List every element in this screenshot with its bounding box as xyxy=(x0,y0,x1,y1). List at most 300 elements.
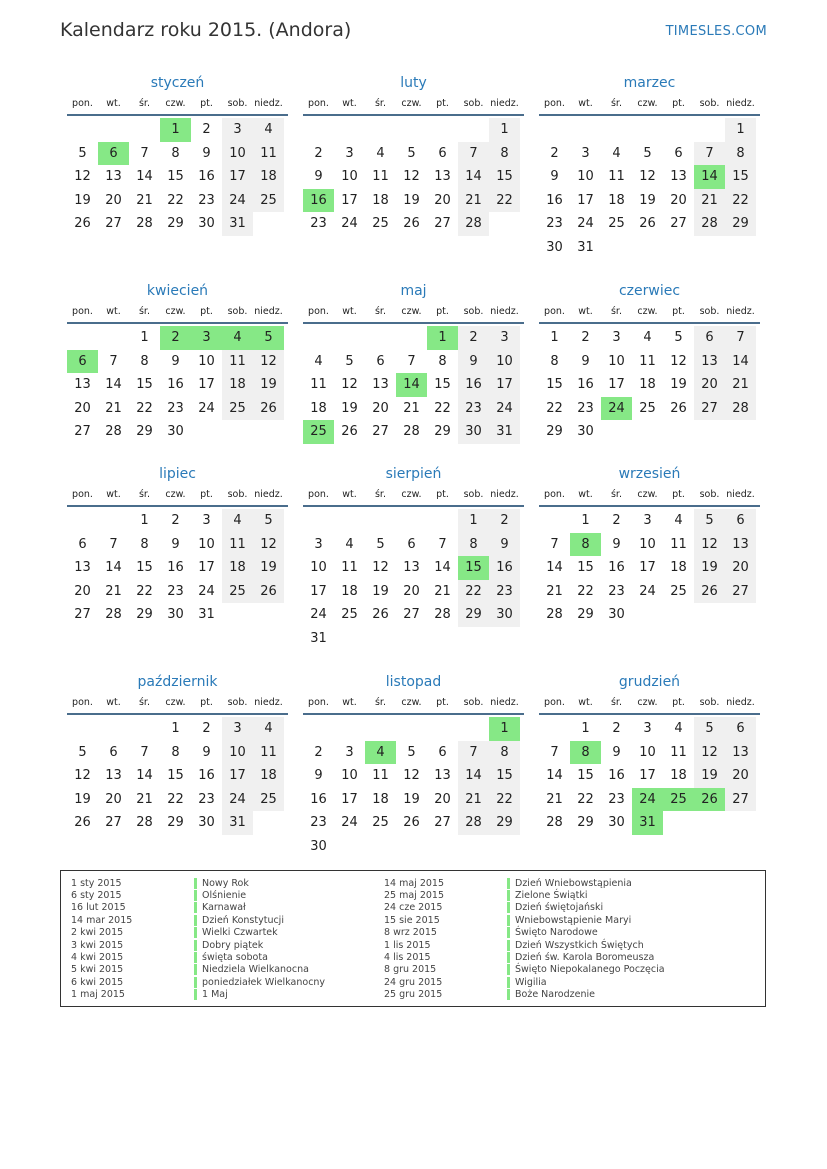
legend-date: 15 sie 2015 xyxy=(384,914,440,926)
weekday-label: czw. xyxy=(401,98,422,109)
day-cell: 14 xyxy=(546,560,563,575)
month-name: lipiec xyxy=(159,466,196,482)
day-cell: 21 xyxy=(694,189,725,213)
day-cell: 22 xyxy=(136,583,153,599)
day-cell: 23 xyxy=(577,400,594,416)
legend-date: 1 sty 2015 xyxy=(71,877,122,889)
week-row xyxy=(67,142,288,166)
day-cell: 11 xyxy=(639,353,656,369)
day-cell: 24 xyxy=(310,607,327,622)
week-row xyxy=(303,627,524,651)
day-cell: 22 xyxy=(577,791,594,807)
empty-day-cell xyxy=(334,326,365,350)
month-name: styczeń xyxy=(150,75,205,91)
day-cell: 30 xyxy=(198,216,215,231)
weekday-label: pt. xyxy=(436,306,449,317)
day-cell: 14 xyxy=(458,764,489,788)
weekday-label: pt. xyxy=(672,306,685,317)
month-days xyxy=(67,507,288,627)
day-cell: 10 xyxy=(639,744,656,760)
legend-date: 25 gru 2015 xyxy=(384,989,443,1001)
day-cell: 10 xyxy=(639,536,656,552)
day-cell: 15 xyxy=(577,560,594,575)
weekday-label: wt. xyxy=(106,697,121,708)
day-cell: 29 xyxy=(434,424,451,439)
empty-day-cell xyxy=(334,717,365,741)
day-cell: 1 xyxy=(140,330,149,345)
legend-date: 14 maj 2015 xyxy=(384,877,445,889)
week-row xyxy=(539,811,760,835)
day-cell: 9 xyxy=(581,353,590,369)
day-cell: 12 xyxy=(341,377,358,392)
day-cell: 17 xyxy=(639,768,656,783)
day-cell: 22 xyxy=(167,791,184,807)
day-cell: 27 xyxy=(670,216,687,231)
weekday-label: pon. xyxy=(72,306,93,317)
week-row xyxy=(303,142,524,166)
day-cell: 10 xyxy=(222,741,253,765)
legend-entry xyxy=(71,964,325,976)
weekday-label: sob. xyxy=(699,697,720,708)
day-cell: 16 xyxy=(577,377,594,392)
weekday-label: czw. xyxy=(637,306,658,317)
week-row xyxy=(303,212,524,236)
day-cell: 19 xyxy=(403,192,420,208)
day-cell: 21 xyxy=(434,583,451,599)
weekday-label: niedz. xyxy=(254,489,283,500)
holiday-day-cell: 6 xyxy=(67,350,98,374)
day-cell: 3 xyxy=(643,513,652,528)
day-cell: 5 xyxy=(694,509,725,533)
weekday-label: niedz. xyxy=(726,98,755,109)
week-row xyxy=(303,350,524,374)
day-cell: 13 xyxy=(105,768,122,783)
day-cell: 4 xyxy=(222,509,253,533)
weekday-label: niedz. xyxy=(254,697,283,708)
weekday-label: śr. xyxy=(610,697,622,708)
day-cell: 4 xyxy=(253,118,284,142)
day-cell: 30 xyxy=(167,424,184,439)
legend-entry xyxy=(384,889,665,901)
week-row xyxy=(303,580,524,604)
day-cell: 8 xyxy=(489,741,520,765)
weekday-label: wt. xyxy=(106,98,121,109)
day-cell: 18 xyxy=(253,764,284,788)
day-cell: 3 xyxy=(643,721,652,736)
day-cell: 21 xyxy=(136,791,153,807)
holiday-day-cell: 1 xyxy=(160,118,191,142)
legend-holiday-name: Święto Niepokalanego Poczęcia xyxy=(515,964,665,976)
weekday-label: pon. xyxy=(544,697,565,708)
empty-day-cell xyxy=(458,835,489,859)
day-cell: 25 xyxy=(670,583,687,599)
week-row xyxy=(303,811,524,835)
weekday-label: sob. xyxy=(699,98,720,109)
holiday-marker-icon xyxy=(507,952,510,963)
empty-day-cell xyxy=(539,717,570,741)
day-cell: 25 xyxy=(608,216,625,231)
legend-entry xyxy=(71,889,325,901)
month-name: październik xyxy=(137,674,218,690)
day-cell: 1 xyxy=(458,509,489,533)
holiday-marker-icon xyxy=(507,964,510,975)
legend-date: 2 kwi 2015 xyxy=(71,927,124,939)
month-block xyxy=(303,278,524,444)
day-cell: 28 xyxy=(403,424,420,439)
day-cell: 6 xyxy=(694,326,725,350)
holiday-marker-icon xyxy=(507,927,510,938)
day-cell: 15 xyxy=(546,377,563,392)
empty-day-cell xyxy=(129,118,160,142)
day-cell: 29 xyxy=(577,815,594,830)
month-block xyxy=(67,669,288,835)
day-cell: 14 xyxy=(136,169,153,184)
day-cell: 5 xyxy=(78,145,87,161)
day-cell: 2 xyxy=(581,330,590,345)
day-cell: 12 xyxy=(403,169,420,184)
weekday-label: śr. xyxy=(374,98,386,109)
week-row xyxy=(539,420,760,444)
day-cell: 30 xyxy=(198,815,215,830)
legend-entry xyxy=(71,989,325,1001)
legend-date: 25 maj 2015 xyxy=(384,890,445,902)
holiday-day-cell: 1 xyxy=(489,717,520,741)
day-cell: 19 xyxy=(694,764,725,788)
day-cell: 23 xyxy=(608,583,625,599)
week-row xyxy=(303,717,524,741)
empty-day-cell xyxy=(98,509,129,533)
holiday-day-cell: 14 xyxy=(694,165,725,189)
day-cell: 13 xyxy=(74,560,91,575)
day-cell: 24 xyxy=(341,216,358,231)
weekday-label: wt. xyxy=(342,697,357,708)
day-cell: 8 xyxy=(725,142,756,166)
day-cell: 11 xyxy=(372,169,389,184)
day-cell: 14 xyxy=(546,768,563,783)
weekday-label: wt. xyxy=(342,306,357,317)
day-cell: 30 xyxy=(458,420,489,444)
weekday-label: śr. xyxy=(610,489,622,500)
holiday-day-cell: 1 xyxy=(427,326,458,350)
day-cell: 2 xyxy=(202,122,211,137)
weekday-header xyxy=(67,487,288,507)
empty-day-cell xyxy=(98,118,129,142)
week-row xyxy=(303,373,524,397)
day-cell: 18 xyxy=(372,192,389,208)
day-cell: 18 xyxy=(608,192,625,208)
day-cell: 29 xyxy=(167,815,184,830)
empty-day-cell xyxy=(694,236,725,260)
weekday-label: pon. xyxy=(544,98,565,109)
day-cell: 17 xyxy=(577,192,594,208)
empty-day-cell xyxy=(334,509,365,533)
day-cell: 11 xyxy=(372,768,389,783)
weekday-label: pt. xyxy=(200,98,213,109)
day-cell: 16 xyxy=(310,791,327,807)
day-cell: 26 xyxy=(403,815,420,830)
holiday-marker-icon xyxy=(194,927,197,938)
month-block xyxy=(539,669,760,835)
day-cell: 4 xyxy=(674,513,683,528)
brand-link[interactable]: TIMESLES.COM xyxy=(665,24,767,39)
day-cell: 3 xyxy=(202,513,211,528)
day-cell: 30 xyxy=(608,815,625,830)
weekday-header xyxy=(67,304,288,324)
day-cell: 2 xyxy=(489,509,520,533)
day-cell: 16 xyxy=(167,377,184,392)
day-cell: 9 xyxy=(489,533,520,557)
week-row xyxy=(303,397,524,421)
week-row xyxy=(303,189,524,213)
day-cell: 10 xyxy=(608,353,625,369)
holiday-day-cell: 24 xyxy=(601,397,632,421)
weekday-label: wt. xyxy=(578,489,593,500)
holiday-marker-icon xyxy=(507,940,510,951)
day-cell: 17 xyxy=(341,791,358,807)
legend-date: 5 kwi 2015 xyxy=(71,964,124,976)
day-cell: 24 xyxy=(198,400,215,416)
legend-entry xyxy=(384,951,665,963)
day-cell: 8 xyxy=(489,142,520,166)
day-cell: 22 xyxy=(725,189,756,213)
holiday-day-cell: 8 xyxy=(570,533,601,557)
week-row xyxy=(67,212,288,236)
day-cell: 26 xyxy=(253,397,284,421)
day-cell: 21 xyxy=(546,791,563,807)
empty-day-cell xyxy=(396,717,427,741)
day-cell: 27 xyxy=(434,216,451,231)
day-cell: 6 xyxy=(376,353,385,369)
day-cell: 4 xyxy=(314,353,323,369)
day-cell: 17 xyxy=(608,377,625,392)
day-cell: 19 xyxy=(253,556,284,580)
day-cell: 16 xyxy=(198,169,215,184)
weekday-label: wt. xyxy=(578,697,593,708)
day-cell: 20 xyxy=(74,583,91,599)
day-cell: 27 xyxy=(372,424,389,439)
empty-day-cell xyxy=(67,326,98,350)
empty-day-cell xyxy=(98,326,129,350)
day-cell: 16 xyxy=(458,373,489,397)
holiday-marker-icon xyxy=(194,977,197,988)
day-cell: 26 xyxy=(74,216,91,231)
day-cell: 31 xyxy=(198,607,215,622)
day-cell: 22 xyxy=(136,400,153,416)
day-cell: 21 xyxy=(458,189,489,213)
day-cell: 5 xyxy=(694,717,725,741)
week-row xyxy=(539,603,760,627)
empty-day-cell xyxy=(663,811,694,835)
day-cell: 25 xyxy=(372,815,389,830)
day-cell: 10 xyxy=(310,560,327,575)
day-cell: 22 xyxy=(458,580,489,604)
day-cell: 18 xyxy=(341,583,358,599)
day-cell: 28 xyxy=(105,607,122,622)
weekday-header xyxy=(539,695,760,715)
week-row xyxy=(67,580,288,604)
day-cell: 7 xyxy=(458,741,489,765)
day-cell: 12 xyxy=(694,741,725,765)
day-cell: 13 xyxy=(434,169,451,184)
day-cell: 20 xyxy=(434,192,451,208)
weekday-label: niedz. xyxy=(726,306,755,317)
holiday-day-cell: 5 xyxy=(253,326,284,350)
day-cell: 9 xyxy=(550,169,559,184)
month-block xyxy=(303,461,524,650)
legend-column-right xyxy=(384,877,665,1001)
weekday-header xyxy=(539,487,760,507)
day-cell: 25 xyxy=(341,607,358,622)
day-cell: 8 xyxy=(171,145,180,161)
day-cell: 20 xyxy=(74,400,91,416)
day-cell: 9 xyxy=(612,744,621,760)
month-name: wrzesień xyxy=(618,466,681,482)
week-row xyxy=(303,326,524,350)
empty-day-cell xyxy=(458,717,489,741)
week-row xyxy=(539,189,760,213)
day-cell: 24 xyxy=(198,583,215,599)
week-row xyxy=(303,741,524,765)
day-cell: 1 xyxy=(550,330,559,345)
holiday-marker-icon xyxy=(194,989,197,1000)
day-cell: 8 xyxy=(140,353,149,369)
month-name: marzec xyxy=(623,75,676,91)
month-block xyxy=(539,461,760,627)
day-cell: 9 xyxy=(458,350,489,374)
day-cell: 27 xyxy=(74,424,91,439)
day-cell: 11 xyxy=(310,377,327,392)
day-cell: 21 xyxy=(136,192,153,208)
day-cell: 10 xyxy=(198,536,215,552)
weekday-label: pt. xyxy=(200,489,213,500)
day-cell: 18 xyxy=(253,165,284,189)
legend-holiday-name: 1 Maj xyxy=(202,989,228,1001)
day-cell: 28 xyxy=(136,815,153,830)
week-row xyxy=(539,326,760,350)
week-row xyxy=(303,165,524,189)
day-cell: 23 xyxy=(310,815,327,830)
weekday-label: pt. xyxy=(672,697,685,708)
holiday-day-cell: 26 xyxy=(694,788,725,812)
day-cell: 28 xyxy=(546,815,563,830)
month-days xyxy=(67,324,288,444)
day-cell: 1 xyxy=(489,118,520,142)
empty-day-cell xyxy=(365,326,396,350)
day-cell: 7 xyxy=(725,326,756,350)
legend-date: 24 gru 2015 xyxy=(384,976,443,988)
empty-day-cell xyxy=(427,509,458,533)
day-cell: 2 xyxy=(202,721,211,736)
empty-day-cell xyxy=(427,717,458,741)
day-cell: 26 xyxy=(341,424,358,439)
day-cell: 17 xyxy=(198,560,215,575)
legend-entry xyxy=(384,939,665,951)
holiday-marker-icon xyxy=(507,915,510,926)
weekday-label: sob. xyxy=(463,697,484,708)
holiday-day-cell: 14 xyxy=(396,373,427,397)
empty-day-cell xyxy=(365,835,396,859)
legend-holiday-name: Wniebowstąpienie Maryi xyxy=(515,914,632,926)
day-cell: 18 xyxy=(222,373,253,397)
weekday-label: sob. xyxy=(463,489,484,500)
empty-day-cell xyxy=(694,420,725,444)
holiday-marker-icon xyxy=(194,915,197,926)
weekday-label: czw. xyxy=(401,306,422,317)
week-row xyxy=(539,788,760,812)
day-cell: 24 xyxy=(222,189,253,213)
day-cell: 5 xyxy=(407,744,416,760)
weekday-label: wt. xyxy=(342,98,357,109)
day-cell: 15 xyxy=(725,165,756,189)
legend-holiday-name: Święto Narodowe xyxy=(515,927,598,939)
legend-holiday-name: Dzień Wniebowstąpienia xyxy=(515,877,632,889)
weekday-label: śr. xyxy=(138,306,150,317)
week-row xyxy=(67,420,288,444)
day-cell: 27 xyxy=(403,607,420,622)
day-cell: 3 xyxy=(314,536,323,552)
weekday-label: pon. xyxy=(308,697,329,708)
day-cell: 18 xyxy=(222,556,253,580)
day-cell: 9 xyxy=(202,145,211,161)
day-cell: 24 xyxy=(577,216,594,231)
day-cell: 11 xyxy=(222,350,253,374)
day-cell: 21 xyxy=(546,583,563,599)
day-cell: 16 xyxy=(198,768,215,783)
empty-day-cell xyxy=(253,420,284,444)
empty-day-cell xyxy=(489,627,520,651)
day-cell: 6 xyxy=(78,536,87,552)
empty-day-cell xyxy=(489,835,520,859)
day-cell: 13 xyxy=(725,533,756,557)
legend-date: 6 sty 2015 xyxy=(71,890,122,902)
weekday-label: czw. xyxy=(165,489,186,500)
empty-day-cell xyxy=(253,603,284,627)
day-cell: 20 xyxy=(372,400,389,416)
legend-holiday-name: Karnawał xyxy=(202,902,246,914)
empty-day-cell xyxy=(663,603,694,627)
day-cell: 5 xyxy=(78,744,87,760)
day-cell: 15 xyxy=(489,764,520,788)
holiday-marker-icon xyxy=(507,977,510,988)
holiday-marker-icon xyxy=(507,890,510,901)
weekday-label: śr. xyxy=(374,306,386,317)
holiday-day-cell: 2 xyxy=(160,326,191,350)
day-cell: 17 xyxy=(310,583,327,599)
weekday-label: wt. xyxy=(106,306,121,317)
month-days xyxy=(67,116,288,236)
month-days xyxy=(539,116,760,259)
month-days xyxy=(303,324,524,444)
day-cell: 3 xyxy=(612,330,621,345)
day-cell: 13 xyxy=(403,560,420,575)
day-cell: 20 xyxy=(434,791,451,807)
weekday-label: czw. xyxy=(637,98,658,109)
day-cell: 19 xyxy=(74,791,91,807)
legend-date: 3 kwi 2015 xyxy=(71,939,124,951)
empty-day-cell xyxy=(725,420,756,444)
day-cell: 25 xyxy=(222,397,253,421)
empty-day-cell xyxy=(98,717,129,741)
day-cell: 28 xyxy=(725,397,756,421)
day-cell: 27 xyxy=(105,815,122,830)
day-cell: 3 xyxy=(581,145,590,161)
day-cell: 15 xyxy=(136,377,153,392)
day-cell: 17 xyxy=(222,764,253,788)
day-cell: 15 xyxy=(167,169,184,184)
weekday-label: wt. xyxy=(342,489,357,500)
legend-date: 16 lut 2015 xyxy=(71,902,126,914)
empty-day-cell xyxy=(396,509,427,533)
